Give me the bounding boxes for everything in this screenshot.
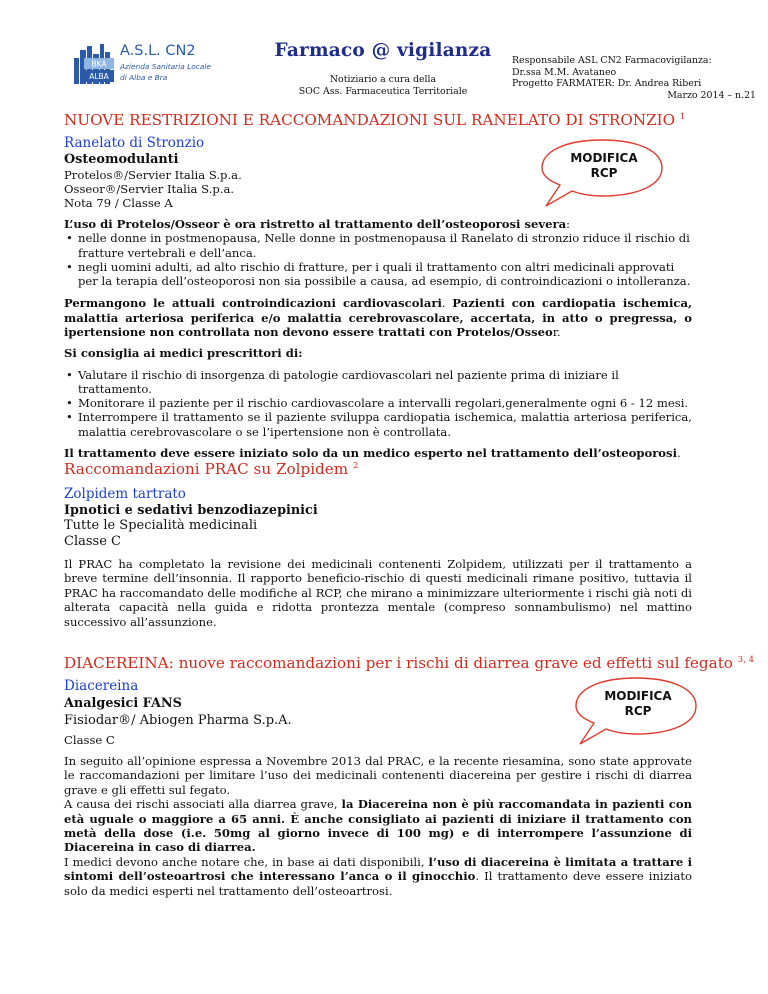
bulletin-subtitle-2: SOC Ass. Farmaceutica Territoriale [298, 85, 468, 97]
section3-paragraph-2: A causa dei rischi associati alla diarrea grave, la Diacereina non è più raccomandata in pazienti con età uguale o maggiore a 65 anni. È anche consigliato ai pazienti di iniziare il trattamento con metà della dose (i.e. 50mg al giorno invece di 100 mg) e di interrompere l’assunzione di Diacereina in caso di diarrea. [64, 797, 692, 855]
logo-line1: Azienda Sanitaria Locale [120, 62, 211, 71]
section3-product: Fisiodar®/ Abiogen Pharma S.p.A. [64, 713, 292, 728]
section3-paragraph-3: I medici devono anche notare che, in base ai dati disponibili, l’uso di diacereina è limitata a trattare i sintomi dell’osteoartrosi che interessano l’anca o il ginocchio. Il trattamento deve essere iniziato solo da medici esperti nel trattamento dell’osteoartrosi. [64, 854, 693, 898]
section1-product-3: Nota 79 / Classe A [64, 196, 173, 210]
section2-line-1: Tutte le Specialità medicinali [64, 518, 258, 533]
section2-line-2: Classe C [64, 534, 121, 549]
section1-title: NUOVE RESTRIZIONI E RACCOMANDAZIONI SUL RANELATO DI STRONZIO $^1$ [64, 111, 686, 129]
section3-drug-name: Diacereina [64, 678, 139, 694]
section3-ref: 3, 4 [737, 654, 755, 665]
section1-bullet-2: • negli uomini adulti, ad alto rischio di fratture, per i quali il trattamento con altri medicinali approvati per la terapia dell’osteoporosi non sia possibile a causa, ad esempio, di controindicazioni o intolleranza. [78, 260, 692, 288]
section1-advice-2: • Monitorare il paziente per il rischio cardiovascolare a intervalli regolari,generalmente ogni 6 - 12 mesi. [78, 396, 692, 410]
section1-bubble-line-2: RCP [590, 166, 618, 180]
section2-ref: 2 [353, 460, 359, 471]
section3-modifica-rcp-bubble [572, 676, 700, 746]
bulletin-header [268, 40, 498, 97]
issue-date: Marzo 2014 – n.21 [667, 89, 756, 101]
section1-body [64, 217, 692, 460]
section1-advice-list [64, 368, 692, 439]
section2-body: Il PRAC ha completato la revisione dei medicinali contenenti Zolpidem, utilizzati per il trattamento a breve termine dell’insonnia. Il rapporto beneficio-rischio di questi medicinali rimane positivo, tuttavia il PRAC ha raccomandato delle modifiche al RCP, che mirano a minimizzare ulteriormente i rischi già noti di alterata capacità nella guida e ridotta prontezza mentale (compreso sonnambulismo) nel mattino successivo all’assunzione. [64, 557, 692, 629]
section1-product-2: Osseor®/Servier Italia S.p.a. [64, 182, 235, 196]
bulletin-title: Farmaco @ vigilanza [274, 40, 492, 61]
section3-bubble-line-2: RCP [624, 704, 652, 718]
section3-drug-info [64, 678, 464, 747]
asl-logo [72, 40, 262, 86]
responsible-line-3: Progetto FARMATER: Dr. Andrea Riberi [512, 78, 702, 89]
section3-classe: Classe C [64, 733, 115, 747]
section3-body [64, 754, 692, 898]
section1-bullets [64, 231, 692, 288]
logo-badge-top: BKA [91, 59, 107, 69]
logo-line2: di Alba e Bra [120, 73, 168, 82]
section1-drug-class: Osteomodulanti [64, 152, 179, 167]
logo-org-name: A.S.L. CN2 [120, 43, 196, 59]
section1-advice-heading: Si consiglia ai medici prescrittori di: [64, 346, 303, 361]
responsible-line-2: Dr.ssa M.M. Avataneo [512, 66, 617, 78]
section3-drug-class: Analgesici FANS [64, 696, 182, 711]
section1-lead: L’uso di Protelos/Osseor è ora ristretto al trattamento dell’osteoporosi severa: [64, 217, 571, 231]
section1-modifica-rcp-bubble [538, 138, 666, 208]
section3-title: DIACEREINA: nuove raccomandazioni per i rischi di diarrea grave ed effetti sul fegato $^{3, 4}$ [64, 654, 755, 672]
section1-bullet-1: • nelle donne in postmenopausa, Nelle donne in postmenopausa il Ranelato di stronzio riduce il rischio di fratture vertebrali e dell’anca. [78, 231, 692, 259]
section1-advice-3: • Interrompere il trattamento se il paziente sviluppa cardiopatia ischemica, malattia arteriosa periferica, malattia cerebrovascolare o se l’ipertensione non è controllata. [78, 410, 692, 438]
responsible-line-1: Responsabile ASL CN2 Farmacovigilanza: [512, 55, 712, 66]
section3-bubble-line-1: MODIFICA [604, 689, 672, 703]
section2-title: Raccomandazioni PRAC su Zolpidem $^2$ [64, 460, 359, 478]
section1-drug-name: Ranelato di Stronzio [64, 135, 205, 151]
section1-closing: Il trattamento deve essere iniziato solo da un medico esperto nel trattamento dell’osteoporosi. [64, 445, 681, 460]
section2-drug-class: Ipnotici e sedativi benzodiazepinici [64, 503, 318, 518]
section1-ref: 1 [679, 111, 686, 122]
section2-drug-name: Zolpidem tartrato [64, 486, 186, 502]
section3-paragraph-1: In seguito all’opinione espressa a Novembre 2013 dal PRAC, e la recente riesamina, sono state approvate le raccomandazioni per limitare l’uso dei medicinali contenenti diacereina per gestire i rischi di diarrea grave e gli effetti sul fegato. [64, 754, 692, 797]
section2-drug-info [64, 486, 464, 550]
section1-advice-1: • Valutare il rischio di insorgenza di patologie cardiovascolari nel paziente prima di iniziare il trattamento. [78, 368, 692, 396]
responsible-info [512, 55, 756, 101]
section1-contraindications: Permangono le attuali controindicazioni cardiovascolari. Pazienti con cardiopatia ischemica, malattia arteriosa periferica e/o malattia cerebrovascolare, accertata, in atto o pregressa, o ipertensione non controllata non devono essere trattati con Protelos/Osseor. [64, 296, 692, 340]
section1-drug-info [64, 135, 424, 210]
asl-logo-graphic [72, 40, 262, 86]
section1-product-1: Protelos®/Servier Italia S.p.a. [64, 168, 242, 182]
logo-badge-bottom: ALBA [89, 72, 109, 81]
section1-bubble-line-1: MODIFICA [570, 151, 638, 165]
bulletin-subtitle-1: Notiziario a cura della [329, 74, 437, 85]
